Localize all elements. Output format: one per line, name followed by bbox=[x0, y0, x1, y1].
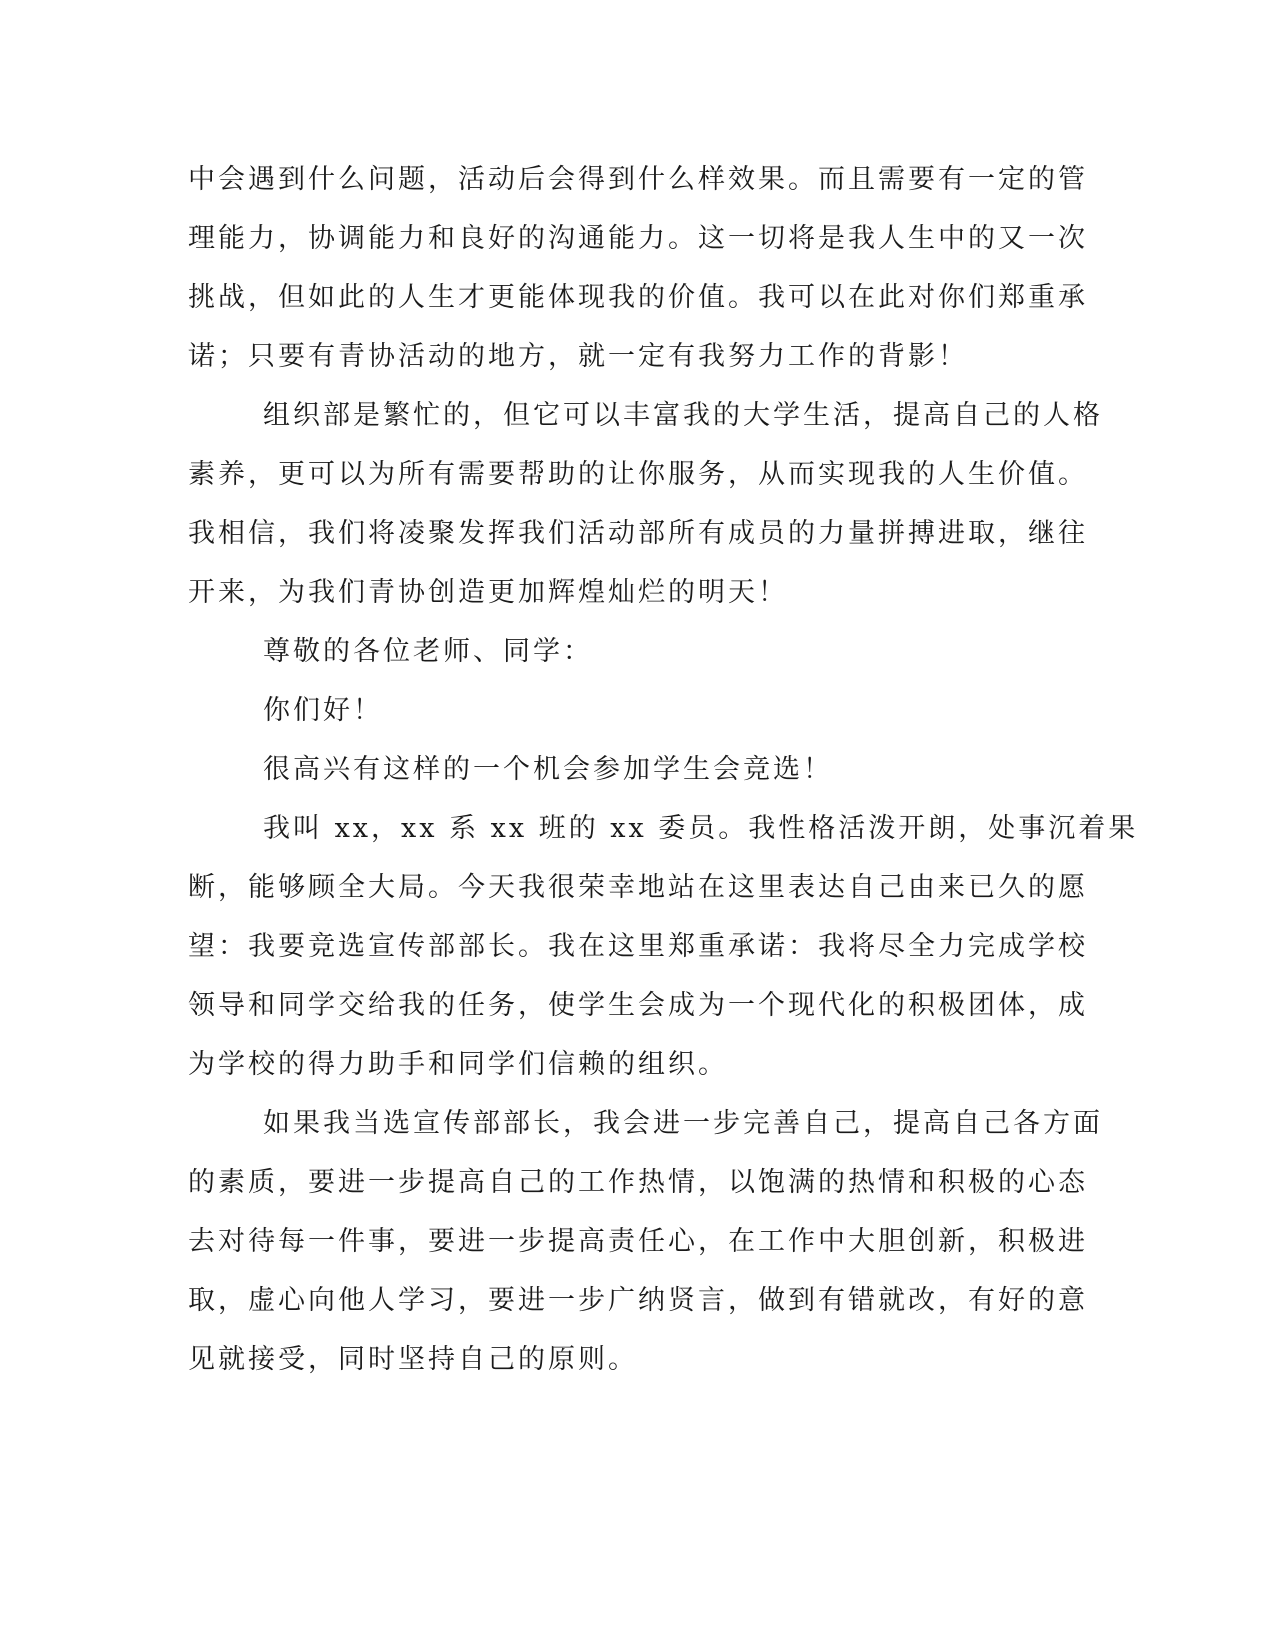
paragraph-first-line: 组织部是繁忙的，但它可以丰富我的大学生活，提高自己的人格 bbox=[263, 400, 1103, 431]
text-line: 望：我要竞选宣传部部长。我在这里郑重承诺：我将尽全力完成学校 bbox=[188, 931, 1088, 962]
text-line: 挑战，但如此的人生才更能体现我的价值。我可以在此对你们郑重承 bbox=[188, 282, 1088, 313]
paragraph-first-line: 很高兴有这样的一个机会参加学生会竞选！ bbox=[263, 754, 833, 785]
salutation: 尊敬的各位老师、同学： bbox=[263, 636, 593, 667]
text-line: 见就接受，同时坚持自己的原则。 bbox=[188, 1344, 638, 1375]
text-line: 的素质，要进一步提高自己的工作热情，以饱满的热情和积极的心态 bbox=[188, 1167, 1088, 1198]
text-line: 去对待每一件事，要进一步提高责任心，在工作中大胆创新，积极进 bbox=[188, 1226, 1088, 1257]
text-line: 开来，为我们青协创造更加辉煌灿烂的明天！ bbox=[188, 577, 788, 608]
text-line: 领导和同学交给我的任务，使学生会成为一个现代化的积极团体，成 bbox=[188, 990, 1088, 1021]
text-line: 诺；只要有青协活动的地方，就一定有我努力工作的背影！ bbox=[188, 341, 968, 372]
paragraph-first-line: 我叫 xx，xx 系 xx 班的 xx 委员。我性格活泼开朗，处事沉着果 bbox=[263, 813, 1139, 844]
text-line: 我相信，我们将凌聚发挥我们活动部所有成员的力量拼搏进取，继往 bbox=[188, 518, 1088, 549]
text-line: 中会遇到什么问题，活动后会得到什么样效果。而且需要有一定的管 bbox=[188, 164, 1088, 195]
text-line: 断，能够顾全大局。今天我很荣幸地站在这里表达自己由来已久的愿 bbox=[188, 872, 1088, 903]
paragraph-first-line: 如果我当选宣传部部长，我会进一步完善自己，提高自己各方面 bbox=[263, 1108, 1103, 1139]
greeting: 你们好！ bbox=[263, 695, 383, 726]
text-line: 为学校的得力助手和同学们信赖的组织。 bbox=[188, 1049, 728, 1080]
text-line: 取，虚心向他人学习，要进一步广纳贤言，做到有错就改，有好的意 bbox=[188, 1285, 1088, 1316]
text-line: 素养，更可以为所有需要帮助的让你服务，从而实现我的人生价值。 bbox=[188, 459, 1088, 490]
text-line: 理能力，协调能力和良好的沟通能力。这一切将是我人生中的又一次 bbox=[188, 223, 1088, 254]
